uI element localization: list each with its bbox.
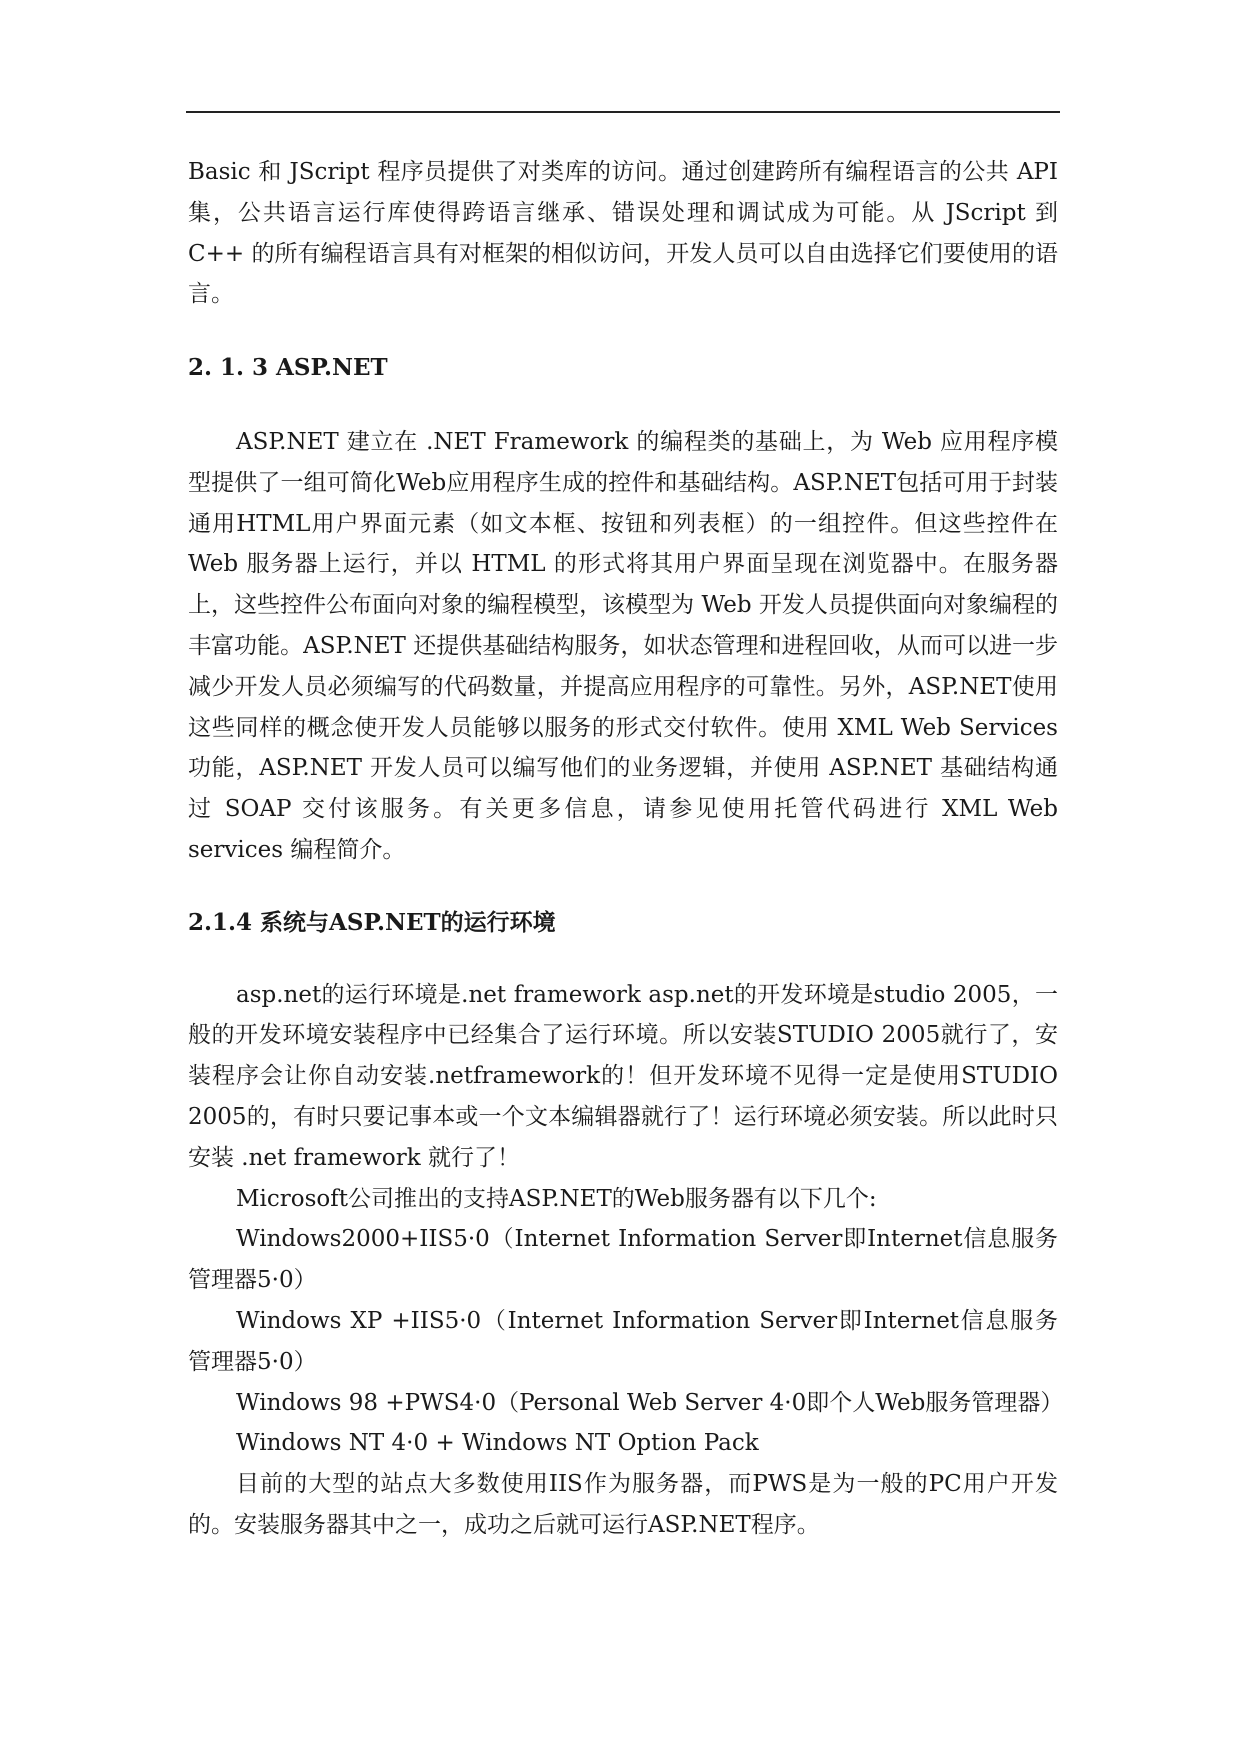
paragraph-env-7: 目前的大型的站点大多数使用IIS作为服务器，而PWS是为一般的PC用户开发的。安装服务器其中之一，成功之后就可运行ASP.NET程序。 (188, 1471, 1058, 1538)
paragraph-aspnet: ASP.NET 建立在 .NET Framework 的编程类的基础上，为 Web 应用程序模型提供了一组可简化Web应用程序生成的控件和基础结构。ASP.NET包括可用于封装通用HTML用户界面元素（如文本框、按钮和列表框）的一组控件。但这些控件在 Web 服务器上运行，并以 HTML 的形式将其用户界面呈现在浏览器中。在服务器上，这些控件公布面向对象的编程模型，该模型为 Web 开发人员提供面向对象编程的丰富功能。ASP.NET 还提供基础结构服务，如状态管理和进程回收，从而可以进一步减少开发人员必须编写的代码数量，并提高应用程序的可靠性。另外，ASP.NET使用这些同样的概念使开发人员能够以服务的形式交付软件。使用 XML Web Services 功能，ASP.NET 开发人员可以编写他们的业务逻辑，并使用 ASP.NET 基础结构通过 SOAP 交付该服务。有关更多信息，请参见使用托管代码进行 XML Web services 编程简介。 (188, 428, 1058, 863)
spacer (188, 389, 1058, 422)
heading-section-2-1-4: 2.1.4 系统与ASP.NET的运行环境 (188, 908, 556, 936)
header-rule (186, 111, 1060, 113)
paragraph-env-2: Microsoft公司推出的支持ASP.NET的Web服务器有以下几个: (236, 1185, 877, 1212)
paragraph-env-4: Windows XP +IIS5·0（Internet Information Server即Internet信息服务管理器5·0） (188, 1307, 1058, 1375)
heading-section-2-1-3: 2. 1. 3 ASP.NET (188, 354, 388, 382)
spacer (188, 315, 1058, 348)
paragraph-env-3: Windows2000+IIS5·0（Internet Information Server即Internet信息服务管理器5·0） (188, 1226, 1058, 1294)
spacer (188, 871, 1058, 903)
paragraph-intro-continuation: Basic 和 JScript 程序员提供了对类库的访问。通过创建跨所有编程语言的公共 API 集，公共语言运行库使得跨语言继承、错误处理和调试成为可能。从 JScript 到 C++ 的所有编程语言具有对框架的相似访问，开发人员可以自由选择它们要使用的语言。 (188, 159, 1058, 308)
paragraph-env-5: Windows 98 +PWS4·0（Personal Web Server 4·0即个人Web服务管理器） (236, 1389, 1064, 1416)
paragraph-env-6: Windows NT 4·0 + Windows NT Option Pack (236, 1430, 759, 1457)
spacer (188, 944, 1058, 975)
document-body (188, 152, 1064, 1546)
paragraph-env-1: asp.net的运行环境是.net framework asp.net的开发环境是studio 2005，一般的开发环境安装程序中已经集合了运行环境。所以安装STUDIO 2005就行了，安装程序会让你自动安装.netframework的！但开发环境不见得一定是使用STUDIO 2005的，有时只要记事本或一个文本编辑器就行了！运行环境必须安装。所以此时只安装 .net framework 就行了！ (188, 981, 1058, 1171)
